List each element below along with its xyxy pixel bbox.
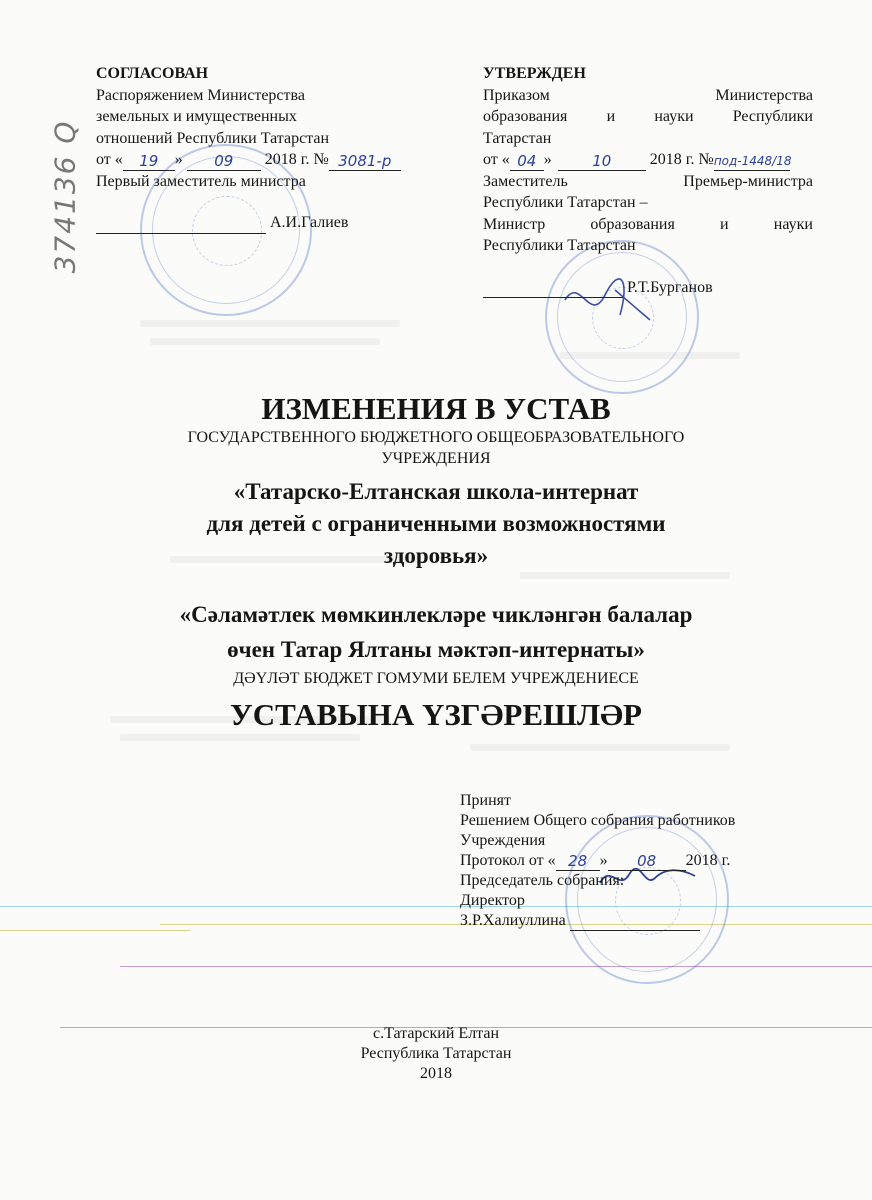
accepted-line: Председатель собрания: bbox=[460, 872, 625, 889]
tatar-name-line: өчен Татар Ялтаны мәктәп-интернаты» bbox=[227, 637, 645, 662]
date-day: 19 bbox=[123, 153, 175, 171]
date-prefix: от « bbox=[483, 151, 510, 168]
tatar-main-title: УСТАВЫНА ҮЗГӘРЕШЛӘР bbox=[230, 697, 642, 732]
left-heading: СОГЛАСОВАН bbox=[96, 65, 209, 82]
right-line: Республики Татарстан – bbox=[483, 194, 648, 211]
date-mid: » bbox=[174, 151, 183, 168]
school-name-line: для детей с ограниченными возможностями bbox=[206, 511, 666, 536]
main-title: ИЗМЕНЕНИЯ В УСТАВ bbox=[261, 391, 611, 426]
left-line: отношений Республики Татарстан bbox=[96, 129, 330, 147]
date-mid: » bbox=[543, 151, 552, 168]
signature-blank bbox=[570, 913, 700, 931]
school-name-line: здоровья» bbox=[383, 543, 489, 568]
left-signature-line bbox=[96, 212, 426, 234]
left-signer: А.И.Галиев bbox=[270, 214, 349, 231]
protocol-mid: » bbox=[599, 852, 608, 869]
date-year: 2018 г. № bbox=[264, 151, 329, 168]
word: образования bbox=[483, 108, 568, 125]
date-month: 09 bbox=[187, 153, 261, 171]
signature-blank bbox=[483, 280, 623, 298]
word: Республики bbox=[732, 108, 813, 125]
right-line bbox=[483, 171, 813, 193]
word: науки bbox=[654, 108, 694, 125]
right-line bbox=[483, 214, 813, 236]
right-date-line bbox=[483, 149, 813, 171]
word: и bbox=[606, 108, 616, 125]
left-line: земельных и имущественных bbox=[96, 108, 297, 125]
left-date-line bbox=[96, 149, 426, 171]
word: Заместитель bbox=[483, 172, 568, 190]
protocol-day: 28 bbox=[556, 853, 600, 871]
date-month: 10 bbox=[558, 153, 646, 171]
right-signature-line bbox=[483, 277, 813, 299]
left-approval-block bbox=[96, 63, 426, 234]
word: Приказом bbox=[483, 86, 550, 104]
accepted-line: Учреждения bbox=[460, 832, 546, 849]
right-line: Республики Татарстан bbox=[483, 237, 636, 254]
footer-year: 2018 bbox=[420, 1065, 452, 1082]
doc-number: под-1448/18 bbox=[714, 153, 790, 171]
word: образования bbox=[590, 215, 675, 233]
word: науки bbox=[773, 215, 813, 233]
date-day: 04 bbox=[510, 153, 544, 171]
date-year: 2018 г. № bbox=[649, 151, 714, 168]
left-position: Первый заместитель министра bbox=[96, 172, 306, 190]
right-signer: Р.Т.Бурганов bbox=[627, 278, 713, 296]
right-heading: УТВЕРЖДЕН bbox=[483, 65, 586, 82]
protocol-month: 08 bbox=[608, 853, 686, 871]
right-approval-block bbox=[483, 63, 813, 298]
scan-line bbox=[120, 966, 872, 967]
word: и bbox=[720, 215, 729, 233]
signature-blank bbox=[96, 216, 266, 234]
protocol-prefix: Протокол от « bbox=[460, 852, 556, 869]
footer-region: Республика Татарстан bbox=[360, 1045, 512, 1062]
right-line bbox=[483, 106, 813, 128]
accepted-line: Директор bbox=[460, 892, 525, 909]
scan-line bbox=[0, 930, 190, 931]
accepted-signer: З.Р.Халиуллина bbox=[460, 912, 566, 929]
accepted-signature-line bbox=[460, 911, 820, 931]
accepted-line: Решением Общего собрания работников bbox=[460, 812, 736, 829]
date-prefix: от « bbox=[96, 151, 123, 168]
tatar-name-line: «Сәламәтлек мөмкинлекләре чикләнгән балалар bbox=[179, 602, 693, 627]
accepted-block bbox=[460, 791, 820, 931]
protocol-year: 2018 г. bbox=[685, 852, 731, 869]
accepted-line: Принят bbox=[460, 792, 512, 809]
word: Министр bbox=[483, 215, 546, 233]
margin-note: 374136 Q bbox=[48, 119, 82, 274]
doc-number: 3081-р bbox=[329, 153, 401, 171]
footer-place: с.Татарский Елтан bbox=[372, 1025, 500, 1042]
right-line: Татарстан bbox=[483, 129, 552, 147]
tatar-subtitle: ДӘҮЛӘТ БЮДЖЕТ ГОМУМИ БЕЛЕМ УЧРЕЖДЕНИЕСЕ bbox=[233, 670, 639, 687]
subtitle-line: ГОСУДАРСТВЕННОГО БЮДЖЕТНОГО ОБЩЕОБРАЗОВАТЕЛЬНОГО bbox=[187, 429, 685, 446]
subtitle-line: УЧРЕЖДЕНИЯ bbox=[381, 450, 491, 467]
word: Министерства bbox=[715, 86, 813, 104]
right-line bbox=[483, 85, 813, 107]
word: Премьер-министра bbox=[683, 172, 813, 190]
protocol-line bbox=[460, 851, 820, 871]
school-name-line: «Татарско-Елтанская школа-интернат bbox=[233, 479, 639, 504]
left-line: Распоряжением Министерства bbox=[96, 86, 305, 104]
